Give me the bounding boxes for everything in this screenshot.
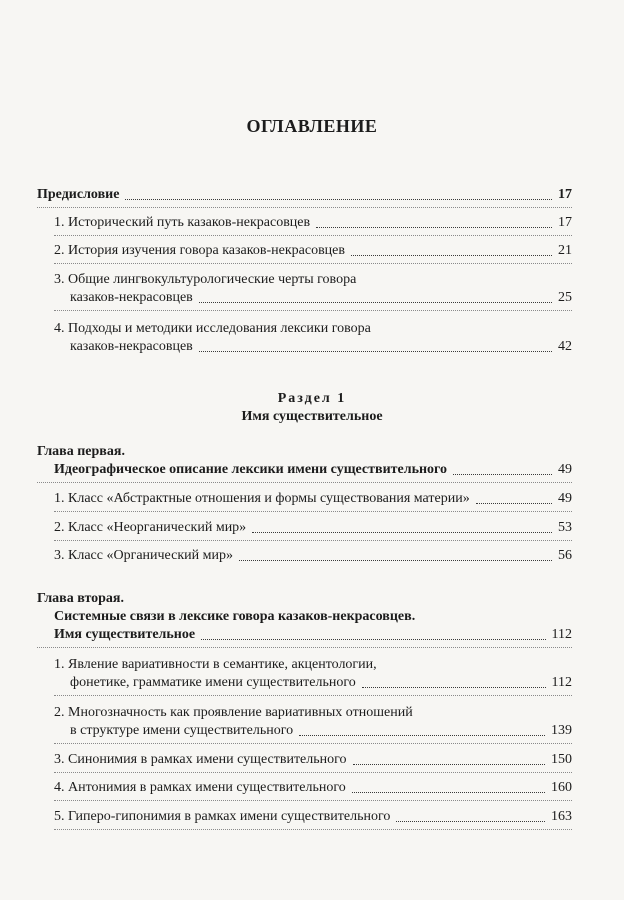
toc-entry-label: Идеографическое описание лексики имени существительного [54, 462, 448, 477]
toc-entry-label: 2. Класс «Неорганический мир» [54, 520, 247, 535]
chapter-label: Глава первая. [37, 444, 125, 459]
toc-entry-page: 17 [558, 215, 572, 230]
section-heading: Раздел 1 [277, 391, 347, 406]
toc-entry-label: Предисловие [37, 187, 120, 202]
divider [54, 800, 572, 801]
toc-entry-page: 21 [558, 243, 572, 258]
divider [54, 743, 572, 744]
divider [54, 310, 572, 311]
toc-entry-page: 49 [558, 491, 572, 506]
dot-leader [125, 199, 552, 200]
toc-entry-label: 3. Класс «Органический мир» [54, 548, 233, 563]
toc-entry-page: 150 [551, 752, 572, 767]
toc-entry-page: 49 [558, 462, 572, 477]
toc-entry-label-line1: 3. Общие лингвокультурологические черты говора [54, 272, 357, 287]
toc-entry-page: 112 [551, 675, 572, 690]
toc-entry-label: 1. Исторический путь казаков-некрасовцев [54, 215, 311, 230]
toc-entry-label: Имя существительное [54, 627, 196, 642]
dot-leader [351, 255, 552, 256]
dot-leader [353, 764, 545, 765]
section-subtitle: Имя существительное [241, 409, 383, 424]
dot-leader [453, 474, 552, 475]
dot-leader [201, 639, 545, 640]
toc-entry-label-line2: фонетике, грамматике имени существительного [70, 675, 356, 690]
toc-entry[interactable] [54, 548, 572, 564]
toc-entry-label-line2: казаков-некрасовцев [70, 339, 193, 354]
toc-entry[interactable] [54, 752, 572, 768]
toc-entry-page: 42 [558, 339, 572, 354]
toc-entry-preface[interactable] [37, 187, 572, 203]
toc-entry[interactable] [70, 290, 572, 306]
chapter-label: Глава вторая. [37, 591, 125, 606]
toc-entry-label: 4. Антонимия в рамках имени существительного [54, 780, 346, 795]
toc-entry-chapter[interactable] [54, 462, 572, 478]
divider [54, 235, 572, 236]
dot-leader [352, 792, 545, 793]
toc-entry-label-line1: 4. Подходы и методики исследования лексики говора [54, 321, 371, 336]
divider [54, 263, 572, 264]
toc-entry[interactable] [54, 520, 572, 536]
page-title: ОГЛАВЛЕНИЕ [246, 116, 378, 136]
toc-entry-page: 112 [551, 627, 572, 642]
toc-entry[interactable] [54, 491, 572, 507]
divider [54, 540, 572, 541]
dot-leader [252, 532, 552, 533]
toc-entry-page: 56 [558, 548, 572, 563]
toc-entry[interactable] [54, 215, 572, 231]
toc-entry-label: 2. История изучения говора казаков-некрасовцев [54, 243, 345, 258]
toc-entry-page: 17 [558, 187, 572, 202]
divider [54, 511, 572, 512]
dot-leader [199, 302, 552, 303]
divider [37, 482, 572, 483]
divider [54, 829, 572, 830]
toc-entry-page: 163 [551, 809, 572, 824]
toc-entry-label-line1: 2. Многозначность как проявление вариативных отношений [54, 705, 413, 720]
dot-leader [476, 503, 552, 504]
toc-entry[interactable] [54, 243, 572, 259]
divider [37, 647, 572, 648]
dot-leader [316, 227, 552, 228]
toc-entry-page: 25 [558, 290, 572, 305]
toc-entry-label: 1. Класс «Абстрактные отношения и формы существования материи» [54, 491, 470, 506]
toc-entry-page: 160 [551, 780, 572, 795]
divider [54, 772, 572, 773]
toc-entry-label: 3. Синонимия в рамках имени существительного [54, 752, 347, 767]
divider [37, 207, 572, 208]
dot-leader [299, 735, 545, 736]
dot-leader [199, 351, 552, 352]
toc-entry-label-line2: казаков-некрасовцев [70, 290, 193, 305]
toc-entry-label-line1: 1. Явление вариативности в семантике, акцентологии, [54, 657, 377, 672]
divider [54, 695, 572, 696]
toc-entry-page: 53 [558, 520, 572, 535]
toc-entry-label-line2: в структуре имени существительного [70, 723, 294, 738]
toc-entry[interactable] [70, 339, 572, 355]
toc-entry[interactable] [70, 675, 572, 691]
chapter-title-line1: Системные связи в лексике говора казаков-некрасовцев. [54, 609, 416, 624]
toc-entry[interactable] [70, 723, 572, 739]
dot-leader [396, 821, 545, 822]
toc-entry[interactable] [54, 780, 572, 796]
toc-entry-chapter[interactable] [54, 627, 572, 643]
toc-entry[interactable] [54, 809, 572, 825]
dot-leader [239, 560, 552, 561]
toc-entry-page: 139 [551, 723, 572, 738]
toc-entry-label: 5. Гиперо-гипонимия в рамках имени существительного [54, 809, 391, 824]
dot-leader [362, 687, 546, 688]
